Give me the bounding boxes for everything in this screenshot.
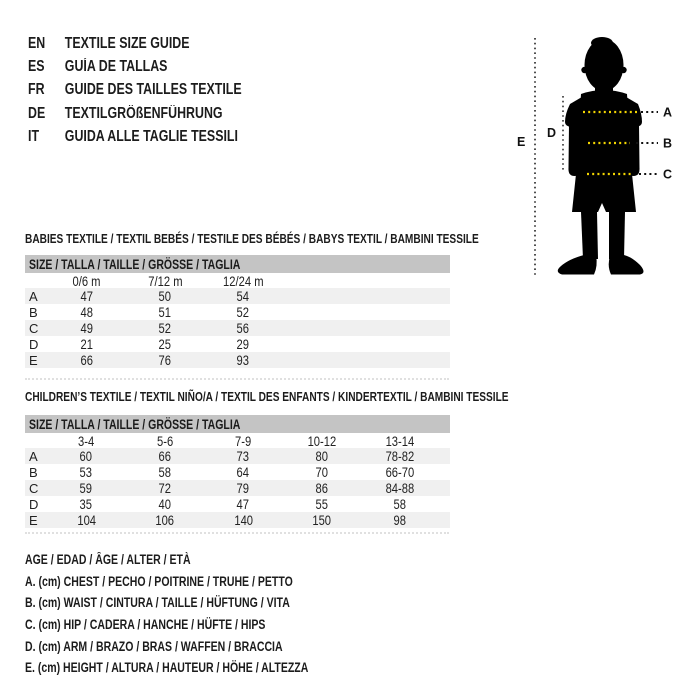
table-value: 84-88 <box>385 480 415 496</box>
language-row-it <box>28 125 295 148</box>
table-value: 55 <box>315 496 328 512</box>
babies-table-row-d <box>25 336 450 352</box>
row-label: C <box>29 320 39 336</box>
children-column-header-row <box>25 433 450 448</box>
table-value: 29 <box>236 336 250 352</box>
legend-arm-line: D. (cm) ARM / BRAZO / BRAS / WAFFEN / BRACCIA <box>25 638 283 654</box>
table-value: 49 <box>80 320 94 336</box>
language-list <box>28 32 295 148</box>
babies-section-title: BABIES TEXTILE / TEXTIL BEBÉS / TESTILE DES BÉBÉS / BABYS TEXTIL / BAMBINI TESSILE <box>25 231 479 246</box>
babies-size-header-label: SIZE / TALLA / TAILLE / GRÖSSE / TAGLIA <box>29 256 241 272</box>
table-value: 48 <box>80 304 94 320</box>
children-size-header-bar <box>25 415 450 433</box>
table-value: 93 <box>236 352 250 368</box>
language-row-en <box>28 32 295 55</box>
language-row-es <box>28 55 295 78</box>
children-size-header-label: SIZE / TALLA / TAILLE / GRÖSSE / TAGLIA <box>29 416 241 432</box>
row-label: A <box>29 448 38 464</box>
measure-label-e: E <box>517 135 526 149</box>
table-value: 54 <box>236 288 250 304</box>
legend-chest-line: A. (cm) CHEST / PECHO / POITRINE / TRUHE / PETTO <box>25 573 293 589</box>
babies-size-table <box>25 255 450 368</box>
language-title: GUIDA ALLE TAGLIE TESSILI <box>64 127 238 145</box>
table-value: 53 <box>80 464 93 480</box>
legend-waist-line: B. (cm) WAIST / CINTURA / TAILLE / HÜFTUNG / VITA <box>25 595 290 611</box>
measurement-legend <box>25 549 388 679</box>
babies-column-header: 7/12 m <box>147 273 183 289</box>
language-code: DE <box>28 104 46 122</box>
legend-hip-line: C. (cm) HIP / CADERA / HANCHE / HÜFTE / HIPS <box>25 617 266 633</box>
measure-label-c: C <box>663 167 673 182</box>
babies-column-header: 12/24 m <box>222 273 264 289</box>
table-value: 98 <box>394 512 407 528</box>
table-value: 47 <box>80 288 94 304</box>
row-label: E <box>29 352 38 368</box>
table-value: 52 <box>236 304 250 320</box>
table-value: 66-70 <box>385 464 415 480</box>
babies-column-header: 0/6 m <box>72 273 101 289</box>
language-row-fr <box>28 79 295 102</box>
children-table-row-c <box>25 480 450 496</box>
children-table-row-d <box>25 496 450 512</box>
language-title: TEXTILE SIZE GUIDE <box>64 34 190 52</box>
children-table-row-a <box>25 448 450 464</box>
babies-table-row-b <box>25 304 450 320</box>
table-value: 79 <box>237 480 250 496</box>
table-value: 40 <box>158 496 171 512</box>
measure-label-a: A <box>663 105 673 120</box>
language-code: IT <box>28 127 40 145</box>
babies-table-row-a <box>25 288 450 304</box>
children-column-header: 7-9 <box>235 433 252 449</box>
table-value: 104 <box>76 512 96 528</box>
row-label: D <box>29 496 39 512</box>
table-value: 66 <box>158 448 171 464</box>
table-value: 86 <box>315 480 328 496</box>
babies-column-header-row <box>25 273 450 288</box>
table-value: 59 <box>80 480 93 496</box>
babies-table-separator <box>25 378 449 380</box>
children-size-table <box>25 415 450 528</box>
children-table-row-e <box>25 512 450 528</box>
table-value: 72 <box>158 480 171 496</box>
children-column-header: 10-12 <box>307 433 337 449</box>
children-column-header: 3-4 <box>78 433 95 449</box>
row-label: D <box>29 336 39 352</box>
table-value: 66 <box>80 352 94 368</box>
table-value: 50 <box>158 288 172 304</box>
children-column-header: 5-6 <box>156 433 173 449</box>
children-column-header: 13-14 <box>385 433 415 449</box>
measure-label-d: D <box>547 126 557 140</box>
row-label: E <box>29 512 38 528</box>
table-value: 70 <box>315 464 328 480</box>
babies-table-row-e <box>25 352 450 368</box>
table-value: 73 <box>237 448 250 464</box>
table-value: 47 <box>237 496 250 512</box>
language-code: FR <box>28 81 45 99</box>
table-value: 21 <box>80 336 94 352</box>
language-code: ES <box>28 57 45 75</box>
table-value: 60 <box>80 448 93 464</box>
table-value: 25 <box>158 336 172 352</box>
measure-label-b: B <box>663 136 673 151</box>
table-value: 51 <box>158 304 172 320</box>
table-value: 76 <box>158 352 172 368</box>
legend-age-line: AGE / EDAD / ÂGE / ALTER / ETÀ <box>25 552 191 568</box>
row-label: B <box>29 464 38 480</box>
row-label: A <box>29 288 38 304</box>
children-table-separator <box>25 532 449 534</box>
language-title: GUÍA DE TALLAS <box>64 57 168 75</box>
table-value: 56 <box>236 320 250 336</box>
language-title: GUIDE DES TAILLES TEXTILE <box>64 81 242 99</box>
children-section-title: CHILDREN’S TEXTILE / TEXTIL NIÑO/A / TEXTIL DES ENFANTS / KINDERTEXTIL / BAMBINI TESSILE <box>25 389 509 404</box>
table-value: 52 <box>158 320 172 336</box>
babies-size-header-bar <box>25 255 450 273</box>
children-table-row-b <box>25 464 450 480</box>
table-value: 150 <box>312 512 332 528</box>
row-label: C <box>29 480 39 496</box>
language-title: TEXTILGRÖßENFÜHRUNG <box>64 104 223 122</box>
table-value: 106 <box>155 512 175 528</box>
table-value: 58 <box>158 464 171 480</box>
table-value: 80 <box>315 448 328 464</box>
babies-table-row-c <box>25 320 450 336</box>
language-row-de <box>28 102 295 125</box>
table-value: 140 <box>233 512 253 528</box>
table-value: 58 <box>394 496 407 512</box>
language-code: EN <box>28 34 46 52</box>
legend-height-line: E. (cm) HEIGHT / ALTURA / HAUTEUR / HÖHE / ALTEZZA <box>25 660 309 676</box>
table-value: 78-82 <box>385 448 415 464</box>
table-value: 64 <box>237 464 250 480</box>
row-label: B <box>29 304 38 320</box>
table-value: 35 <box>80 496 93 512</box>
